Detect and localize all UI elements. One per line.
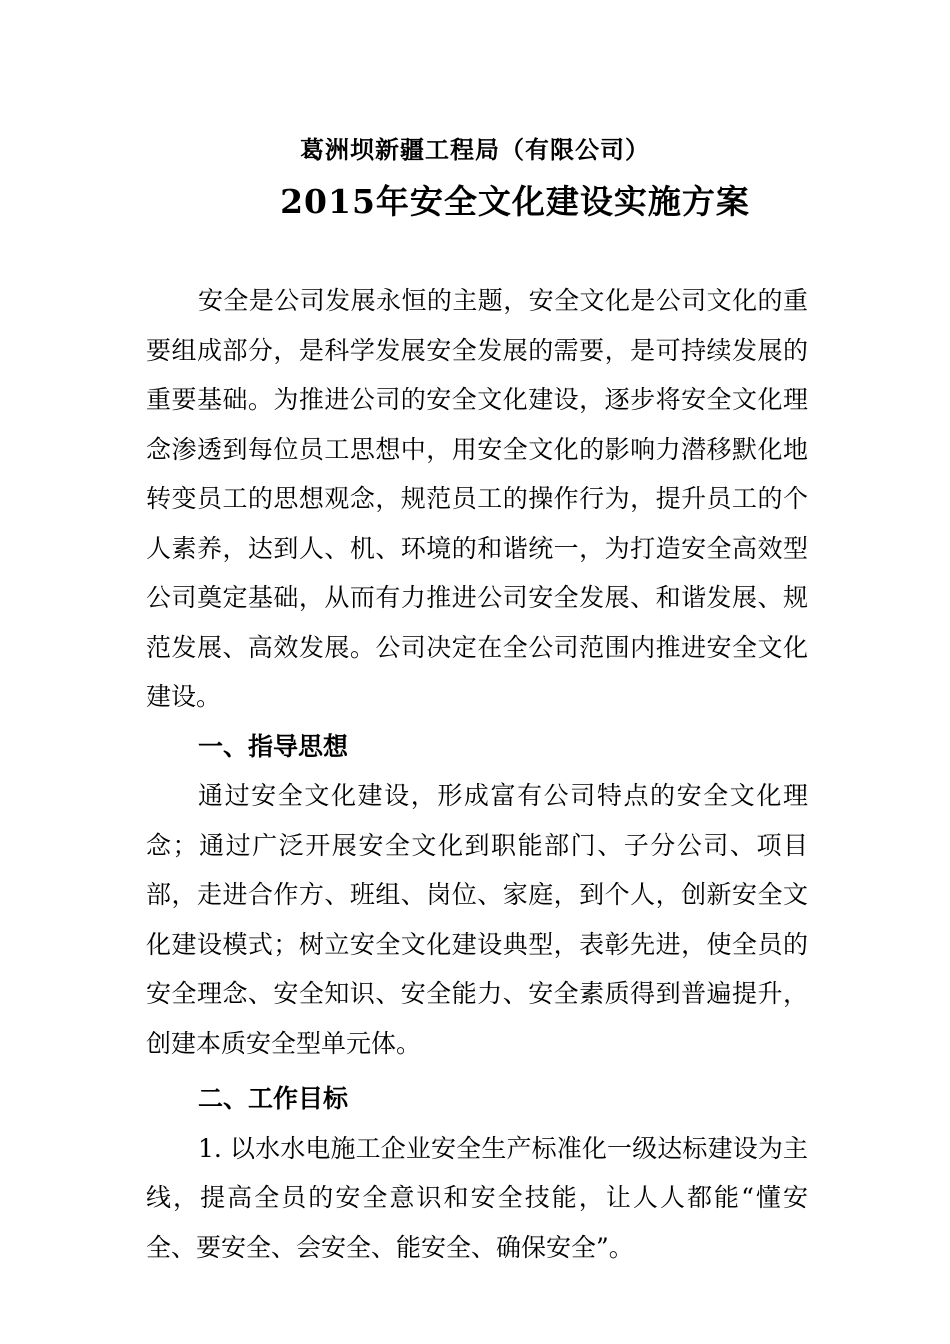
- document-body: [146, 276, 808, 1272]
- document-title-organization: 葛洲坝新疆工程局（有限公司）: [300, 135, 650, 164]
- section-paragraph: 1. 以水水电施工企业安全生产标准化一级达标建设为主线，提高全员的安全意识和安全技能，让人人都能“懂安全、要安全、会安全、能安全、确保安全”。: [146, 1133, 808, 1262]
- document-title-main: 2015年安全文化建设实施方案: [280, 182, 750, 221]
- section-paragraph: 通过安全文化建设，形成富有公司特点的安全文化理念；通过广泛开展安全文化到职能部门、子分公司、项目部，走进合作方、班组、岗位、家庭，到个人，创新安全文化建设模式；树立安全文化建设典型，表彰先进，使全员的安全理念、安全知识、安全能力、安全素质得到普遍提升，创建本质安全型单元体。: [146, 781, 808, 1058]
- section-heading-guiding-ideology: 一、指导思想: [198, 731, 349, 761]
- section-heading-work-goals: 二、工作目标: [198, 1084, 349, 1113]
- intro-paragraph: 安全是公司发展永恒的主题，安全文化是公司文化的重要组成部分，是科学发展安全发展的需要，是可持续发展的重要基础。为推进公司的安全文化建设，逐步将安全文化理念渗透到每位员工思想中，用安全文化的影响力潜移默化地转变员工的思想观念，规范员工的操作行为，提升员工的个人素养，达到人、机、环境的和谐统一，为打造安全高效型公司奠定基础，从而有力推进公司安全发展、和谐发展、规范发展、高效发展。公司决定在全公司范围内推进安全文化建设。: [146, 286, 808, 711]
